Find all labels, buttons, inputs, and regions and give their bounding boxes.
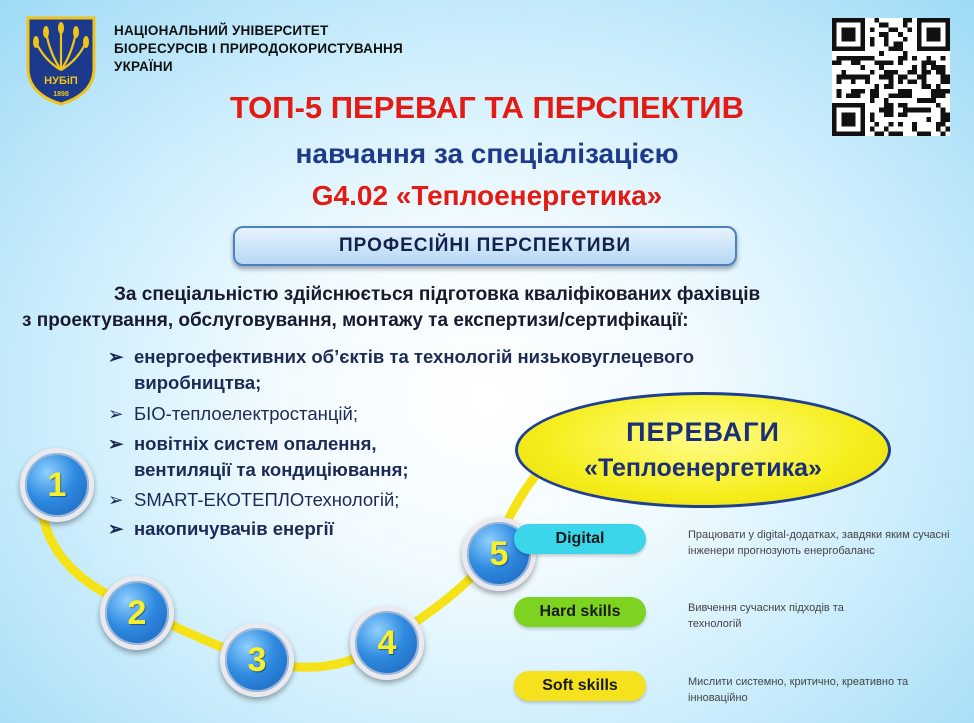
bullet-item-1: ➢ енергоефективних об’єктів та технологій низьковуглецевого [108, 346, 695, 367]
intro-line-1: За спеціальністю здійснюється підготовка кваліфікованих фахівців [114, 284, 761, 305]
bullet-item-3: ➢ новітніх систем опалення, [108, 433, 377, 454]
logo-year: 1898 [53, 91, 69, 98]
skill-pill-soft-skills: Soft skills [514, 671, 646, 701]
step-circle-4: 4 [350, 606, 424, 680]
intro-line-2: з проектування, обслуговування, монтажу та експертизи/сертифікації: [22, 310, 689, 331]
step-circle-3: 3 [220, 623, 294, 697]
title-line-3: G4.02 «Теплоенергетика» [311, 180, 663, 211]
arrow-bullet-icon: ➢ [108, 518, 124, 539]
arrow-bullet-icon: ➢ [108, 489, 124, 510]
bullet-item-1-continued: виробництва; [134, 372, 262, 393]
arrow-bullet-icon: ➢ [108, 433, 124, 454]
advantages-ellipse [515, 392, 891, 508]
university-name-line-1: НАЦІОНАЛЬНИЙ УНІВЕРСИТЕТ [114, 23, 329, 38]
skill-pill-digital: Digital [514, 524, 646, 554]
bullet-item-3-continued: вентиляції та кондиціювання; [134, 459, 409, 480]
arrow-bullet-icon: ➢ [108, 403, 124, 424]
bullet-item-2: ➢ БІО-теплоелектростанцій; [108, 403, 359, 424]
arrow-bullet-icon: ➢ [108, 346, 124, 367]
university-name-line-3: УКРАЇНИ [114, 59, 173, 74]
skill-pill-hard-skills: Hard skills [514, 597, 646, 627]
step-circle-5: 5 [462, 517, 536, 591]
skill-desc-digital: Працювати у digital-додатках, завдяки яким сучасні інженери прогнозують енергобаланс [688, 529, 950, 557]
title-line-1: ТОП-5 ПЕРЕВАГ ТА ПЕРСПЕКТИВ [230, 90, 744, 125]
bullet-item-4: ➢ SMART-ЕКОТЕПЛОтехнологій; [108, 489, 400, 510]
advantages-heading: ПЕРЕВАГИ [626, 417, 780, 447]
step-circle-1: 1 [20, 448, 94, 522]
skill-desc-hard-skills: Вивчення сучасних підходів та технологій [688, 602, 844, 630]
step-circle-2: 2 [100, 576, 174, 650]
bullet-item-5: ➢ накопичувачів енергії [108, 518, 334, 539]
logo-text: НУБіП [44, 75, 78, 87]
skill-desc-soft-skills: Мислити системно, критично, креативно та інноваційно [688, 676, 909, 704]
university-name-line-2: БІОРЕСУРСІВ І ПРИРОДОКОРИСТУВАННЯ [114, 41, 403, 56]
advantages-subheading: «Теплоенергетика» [584, 454, 822, 482]
title-line-2: навчання за спеціалізацією [295, 138, 679, 169]
section-banner: ПРОФЕСІЙНІ ПЕРСПЕКТИВИ [233, 226, 737, 266]
